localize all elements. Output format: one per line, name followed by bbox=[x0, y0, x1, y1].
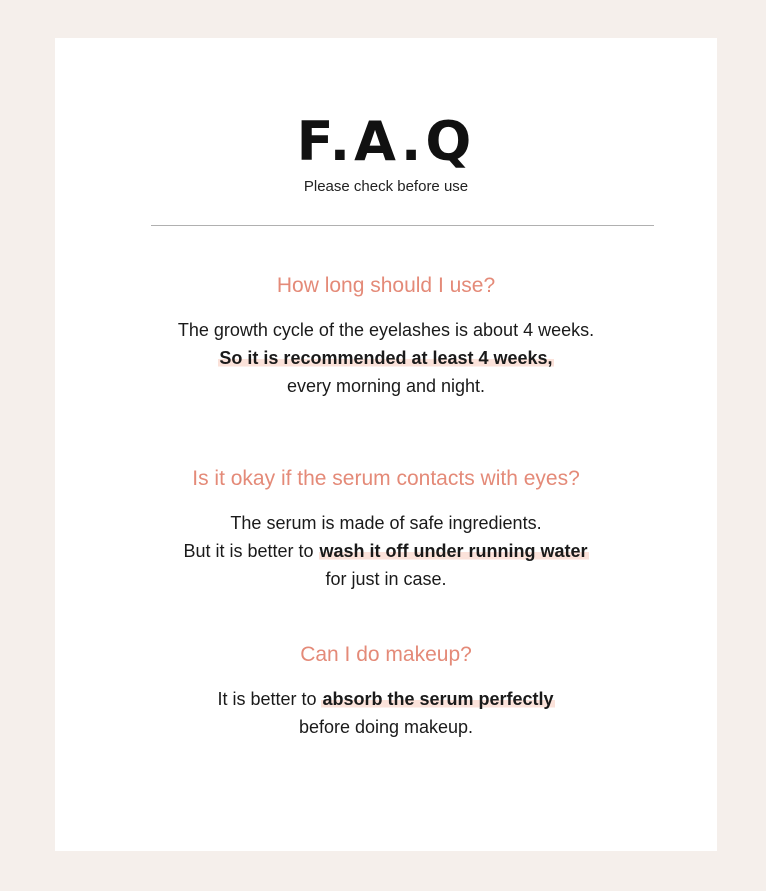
answer-line: The serum is made of safe ingredients. bbox=[230, 513, 542, 533]
answer-highlight: absorb the serum perfectly bbox=[322, 689, 554, 709]
answer-line bbox=[55, 685, 717, 713]
answer-highlight: wash it off under running water bbox=[319, 541, 588, 561]
faq-item-eye-contact bbox=[55, 465, 717, 593]
faq-answer bbox=[55, 509, 717, 593]
faq-answer bbox=[55, 685, 717, 741]
answer-line: before doing makeup. bbox=[298, 717, 474, 737]
faq-question: Is it okay if the serum contacts with eyes? bbox=[192, 467, 580, 490]
faq-answer bbox=[55, 316, 717, 400]
answer-line bbox=[55, 537, 717, 565]
answer-line: The growth cycle of the eyelashes is about 4 weeks. bbox=[177, 320, 595, 340]
divider bbox=[151, 225, 654, 226]
faq-item-usage-duration bbox=[55, 272, 717, 400]
faq-question: How long should I use? bbox=[276, 274, 496, 297]
faq-item-makeup bbox=[55, 641, 717, 741]
page-title: F.A.Q bbox=[296, 110, 476, 173]
answer-text: It is better to bbox=[217, 689, 322, 709]
answer-text: But it is better to bbox=[183, 541, 319, 561]
answer-highlight: So it is recommended at least 4 weeks, bbox=[219, 348, 553, 368]
faq-card bbox=[55, 38, 717, 851]
page-subtitle: Please check before use bbox=[303, 178, 469, 195]
answer-line: for just in case. bbox=[325, 569, 447, 589]
faq-question: Can I do makeup? bbox=[300, 643, 472, 666]
answer-line: every morning and night. bbox=[286, 376, 486, 396]
answer-line bbox=[55, 344, 717, 372]
